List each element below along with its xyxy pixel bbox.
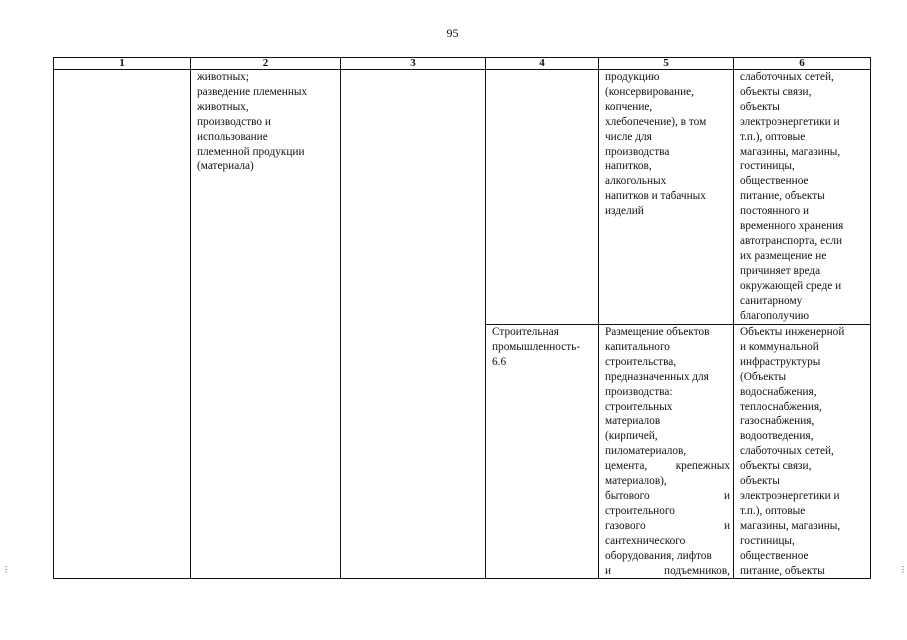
cell-text-line: питание, объекты bbox=[740, 190, 825, 203]
cell-text-line: производства: bbox=[605, 385, 673, 398]
column-header-2: 2 bbox=[191, 58, 341, 70]
right-margin-mark: ⋮ bbox=[899, 565, 907, 574]
cell-text-line: и коммунальной bbox=[740, 340, 819, 353]
cell-text-line: 6.6 bbox=[492, 355, 507, 368]
cell-text-line: объекты связи, bbox=[740, 85, 812, 98]
cell-text-line: напитков и табачных bbox=[605, 190, 706, 203]
cell-text-line: использование bbox=[197, 130, 268, 143]
header-row bbox=[54, 58, 871, 70]
cell-text-line: питание, объекты bbox=[740, 564, 825, 577]
cell-text-line: предназначенных для bbox=[605, 370, 709, 383]
cell-text-line: животных; bbox=[197, 71, 249, 83]
cell-text-line: производство и bbox=[197, 115, 271, 128]
cell-text-line: изделий bbox=[605, 205, 644, 218]
left-margin-mark: ⋮ bbox=[2, 565, 10, 574]
cell-text-line: теплоснабжения, bbox=[740, 400, 822, 413]
cell-text-line: разведение племенных bbox=[197, 85, 308, 98]
cell-text-line: газоснабжения, bbox=[740, 415, 815, 428]
cell-text-line: водоотведения, bbox=[740, 430, 814, 443]
cell-text-line: электроэнергетики и bbox=[740, 489, 840, 502]
cell-text-line: цемента, крепежных bbox=[605, 460, 730, 473]
cell-text-line: промышленность- bbox=[492, 340, 581, 353]
cell-text-line: производства bbox=[605, 145, 670, 158]
cell-text-line: окружающей среде и bbox=[740, 279, 842, 292]
cell-col4 bbox=[486, 70, 599, 325]
cell-text-line: магазины, магазины, bbox=[740, 145, 841, 158]
cell-text-line: материалов bbox=[605, 415, 661, 428]
cell-text-line: хлебопечение), в том bbox=[605, 115, 707, 128]
cell-col1 bbox=[54, 70, 191, 579]
cell-text-line: строительства, bbox=[605, 355, 677, 368]
cell-text-line: копчение, bbox=[605, 100, 653, 113]
cell-text-line: объекты bbox=[740, 475, 780, 488]
cell-col5-description bbox=[599, 325, 734, 579]
cell-text-line: их размещение не bbox=[740, 249, 827, 262]
land-use-table bbox=[53, 57, 871, 579]
cell-text-line: автотранспорта, если bbox=[740, 234, 843, 247]
cell-text-line: общественное bbox=[740, 549, 809, 562]
cell-text-line: инфраструктуры bbox=[740, 355, 821, 368]
cell-text-line: гостиницы, bbox=[740, 534, 795, 547]
cell-text-line: электроэнергетики и bbox=[740, 115, 840, 128]
column-header-5: 5 bbox=[599, 58, 734, 70]
column-header-1: 1 bbox=[54, 58, 191, 70]
cell-text-line: гостиницы, bbox=[740, 160, 795, 173]
cell-text-line: оборудования, лифтов bbox=[605, 549, 712, 562]
cell-text-line: Объекты инженерной bbox=[740, 326, 845, 338]
cell-text-line: напитков, bbox=[605, 160, 652, 173]
cell-col5 bbox=[599, 70, 734, 325]
cell-text-line: т.п.), оптовые bbox=[740, 504, 806, 517]
cell-col6 bbox=[734, 70, 871, 325]
cell-text-line: т.п.), оптовые bbox=[740, 130, 806, 143]
cell-text-line: общественное bbox=[740, 175, 809, 188]
cell-col4-type-name bbox=[486, 325, 599, 579]
cell-text-line: бытового и bbox=[605, 489, 730, 502]
cell-text-line: Размещение объектов bbox=[605, 326, 710, 338]
cell-text-line: строительного bbox=[605, 504, 675, 517]
document-table-container bbox=[53, 57, 870, 579]
cell-text-line: (консервирование, bbox=[605, 85, 694, 98]
cell-text-line: строительных bbox=[605, 400, 673, 413]
cell-text-line: животных, bbox=[197, 100, 249, 113]
cell-text-line: слаботочных сетей, bbox=[740, 445, 834, 458]
cell-text-line: магазины, магазины, bbox=[740, 519, 841, 532]
cell-text-line: материалов), bbox=[605, 475, 667, 488]
cell-text-line: слаботочных сетей, bbox=[740, 71, 834, 83]
cell-text-line: причиняет вреда bbox=[740, 264, 821, 277]
cell-text-line: санитарному bbox=[740, 294, 803, 307]
column-header-3: 3 bbox=[341, 58, 486, 70]
column-header-4: 4 bbox=[486, 58, 599, 70]
cell-text-line: пиломатериалов, bbox=[605, 445, 687, 458]
cell-text-line: временного хранения bbox=[740, 220, 844, 233]
cell-text-line: и подъемников, bbox=[605, 564, 730, 577]
cell-text-line: сантехнического bbox=[605, 534, 686, 547]
cell-text-line: капитального bbox=[605, 340, 670, 353]
page-number: 95 bbox=[446, 26, 459, 40]
table-row bbox=[54, 70, 871, 325]
cell-col2 bbox=[191, 70, 341, 579]
cell-text-line: алкогольных bbox=[605, 175, 667, 188]
cell-text-line: числе для bbox=[605, 130, 652, 143]
cell-text-line: объекты связи, bbox=[740, 460, 812, 473]
cell-text-line: племенной продукции bbox=[197, 145, 305, 158]
cell-text-line: благополучию bbox=[740, 309, 810, 322]
cell-text-line: Строительная bbox=[492, 326, 559, 338]
cell-text-line: (материала) bbox=[197, 160, 254, 173]
cell-text-line: (Объекты bbox=[740, 370, 787, 383]
column-header-6: 6 bbox=[734, 58, 871, 70]
cell-text-line: продукцию bbox=[605, 71, 660, 83]
cell-col6-permitted-uses bbox=[734, 325, 871, 579]
cell-text-line: постоянного и bbox=[740, 205, 810, 218]
cell-col3 bbox=[341, 70, 486, 579]
cell-text-line: объекты bbox=[740, 100, 780, 113]
cell-text-line: газового и bbox=[605, 519, 730, 532]
cell-text-line: (кирпичей, bbox=[605, 430, 658, 443]
cell-text-line: водоснабжения, bbox=[740, 385, 817, 398]
